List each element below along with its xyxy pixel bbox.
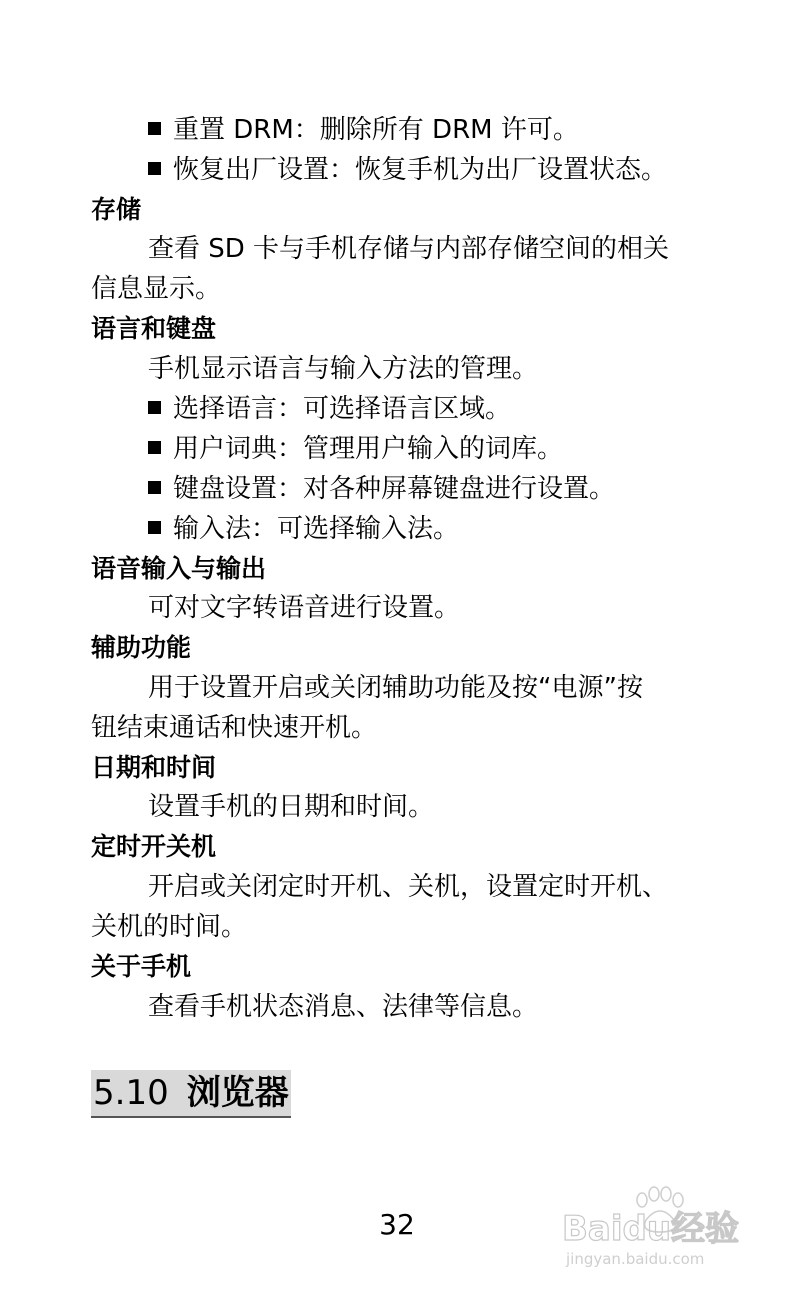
voice-text: 可对文字转语音进行设置。: [148, 593, 461, 623]
accessibility-text-cont: 钮结束通话和快速开机。: [91, 713, 378, 743]
list-item: [148, 509, 459, 549]
square-bullet-icon: [148, 481, 161, 494]
schedule-text-cont: 关机的时间。: [91, 912, 248, 942]
section-number: 5.10: [93, 1073, 169, 1113]
datetime-text: 设置手机的日期和时间。: [148, 792, 435, 822]
storage-text-cont: 信息显示。: [91, 274, 222, 304]
accessibility-text: 用于设置开启或关闭辅助功能及按“电源”按: [148, 673, 643, 703]
square-bullet-icon: [148, 122, 161, 135]
about-text: 查看手机状态消息、法律等信息。: [148, 992, 539, 1022]
section-name: 浏览器: [186, 1073, 289, 1113]
square-bullet-icon: [148, 521, 161, 534]
bullet-text: 恢复出厂设置：恢复手机为出厂设置状态。: [173, 155, 668, 185]
square-bullet-icon: [148, 401, 161, 414]
heading-datetime: 日期和时间: [91, 753, 217, 782]
storage-text: 查看 SD 卡与手机存储与内部存储空间的相关: [148, 234, 670, 264]
list-item: [148, 389, 511, 429]
schedule-text: 开启或关闭定时开机、关机，设置定时开机、: [148, 872, 669, 902]
watermark-url: jingyan.baidu.com: [566, 1250, 705, 1268]
heading-schedule: 定时开关机: [91, 832, 217, 861]
list-item: [148, 110, 579, 150]
bullet-text: 键盘设置：对各种屏幕键盘进行设置。: [173, 474, 616, 504]
list-item: [148, 150, 667, 190]
heading-accessibility: 辅助功能: [91, 633, 192, 662]
heading-storage: 存储: [91, 195, 142, 224]
square-bullet-icon: [148, 162, 161, 175]
bullet-text: 选择语言：可选择语言区域。: [173, 394, 512, 424]
list-item: [148, 469, 615, 509]
watermark-brand: Baidu经验: [562, 1209, 740, 1249]
bullet-text: 重置 DRM：删除所有 DRM 许可。: [173, 115, 579, 145]
heading-about: 关于手机: [91, 952, 192, 981]
language-text: 手机显示语言与输入方法的管理。: [148, 354, 539, 384]
list-item: [148, 429, 563, 469]
heading-voice: 语音输入与输出: [91, 554, 267, 583]
baidu-watermark: [560, 1180, 760, 1280]
bullet-text: 用户词典：管理用户输入的词库。: [173, 434, 564, 464]
square-bullet-icon: [148, 441, 161, 454]
heading-language: 语言和键盘: [91, 314, 217, 343]
section-title: [91, 1070, 291, 1118]
page-number: 32: [379, 1208, 415, 1241]
bullet-text: 输入法：可选择输入法。: [173, 514, 460, 544]
